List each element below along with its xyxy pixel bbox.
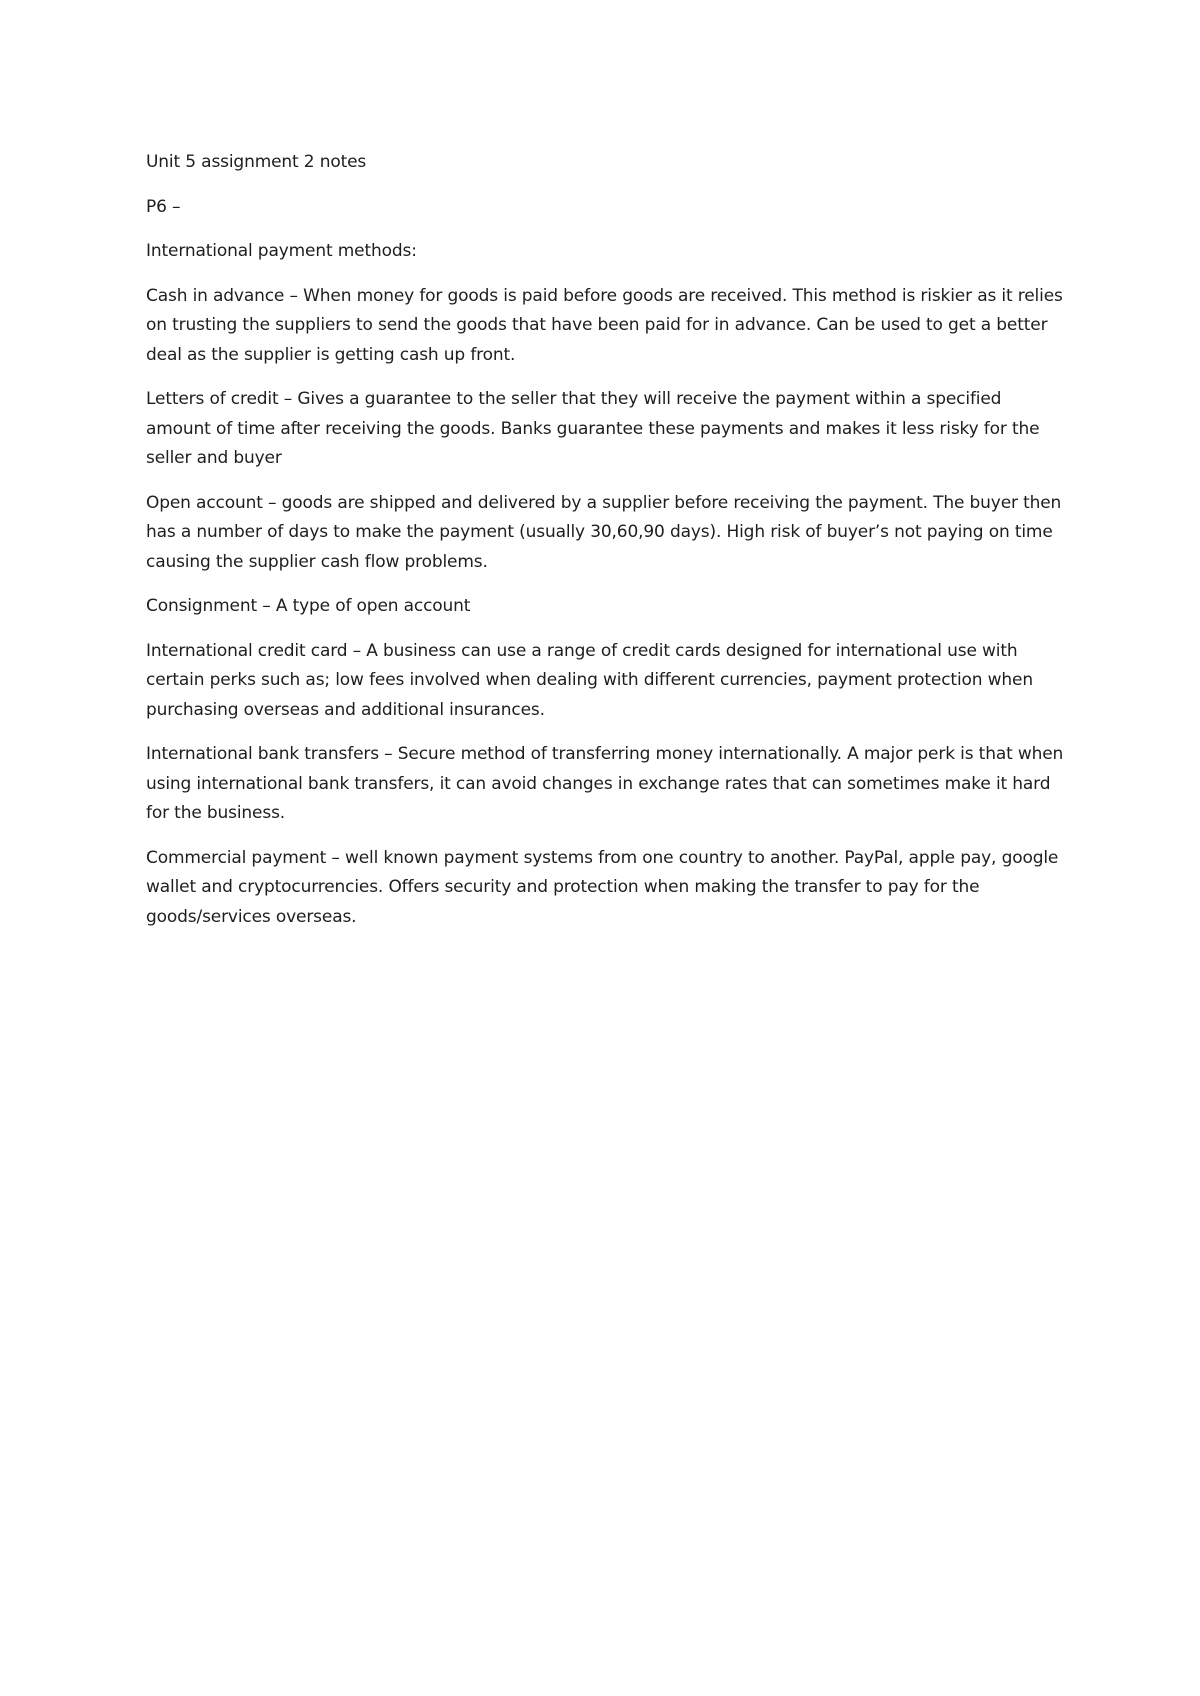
section-heading: International payment methods: <box>146 241 417 261</box>
section-label: P6 – <box>146 196 181 217</box>
paragraph-international-credit-card: International credit card – A business can use a range of credit cards designed for international use with certain perks such as; low fees involved when dealing with different currencies, payment protection when purchasing overseas and additional insurances. <box>146 640 1033 720</box>
paragraph-commercial-payment: Commercial payment – well known payment systems from one country to another. PayPal, apple pay, google wallet and cryptocurrencies. Offers security and protection when making the transfer to pay for the goods/services overseas. <box>146 847 1059 927</box>
paragraph-open-account: Open account – goods are shipped and delivered by a supplier before receiving the payment. The buyer then has a number of days to make the payment (usually 30,60,90 days). High risk of buyer’s not paying on time causing the supplier cash flow problems. <box>146 492 1062 572</box>
document-body <box>146 148 1066 932</box>
paragraph-international-bank-transfers: International bank transfers – Secure method of transferring money internationally. A major perk is that when using international bank transfers, it can avoid changes in exchange rates that can sometimes make it hard for the business. <box>146 744 1064 823</box>
paragraph-letters-of-credit: Letters of credit – Gives a guarantee to the seller that they will receive the payment within a specified amount of time after receiving the goods. Banks guarantee these payments and makes it less risky for the seller and buyer <box>146 389 1040 468</box>
document-title: Unit 5 assignment 2 notes <box>146 152 367 172</box>
paragraph-cash-in-advance: Cash in advance – When money for goods is paid before goods are received. This method is riskier as it relies on trusting the suppliers to send the goods that have been paid for in advance. Can be used to get a better deal as the supplier is getting cash up front. <box>146 285 1063 365</box>
paragraph-consignment: Consignment – A type of open account <box>146 596 471 616</box>
